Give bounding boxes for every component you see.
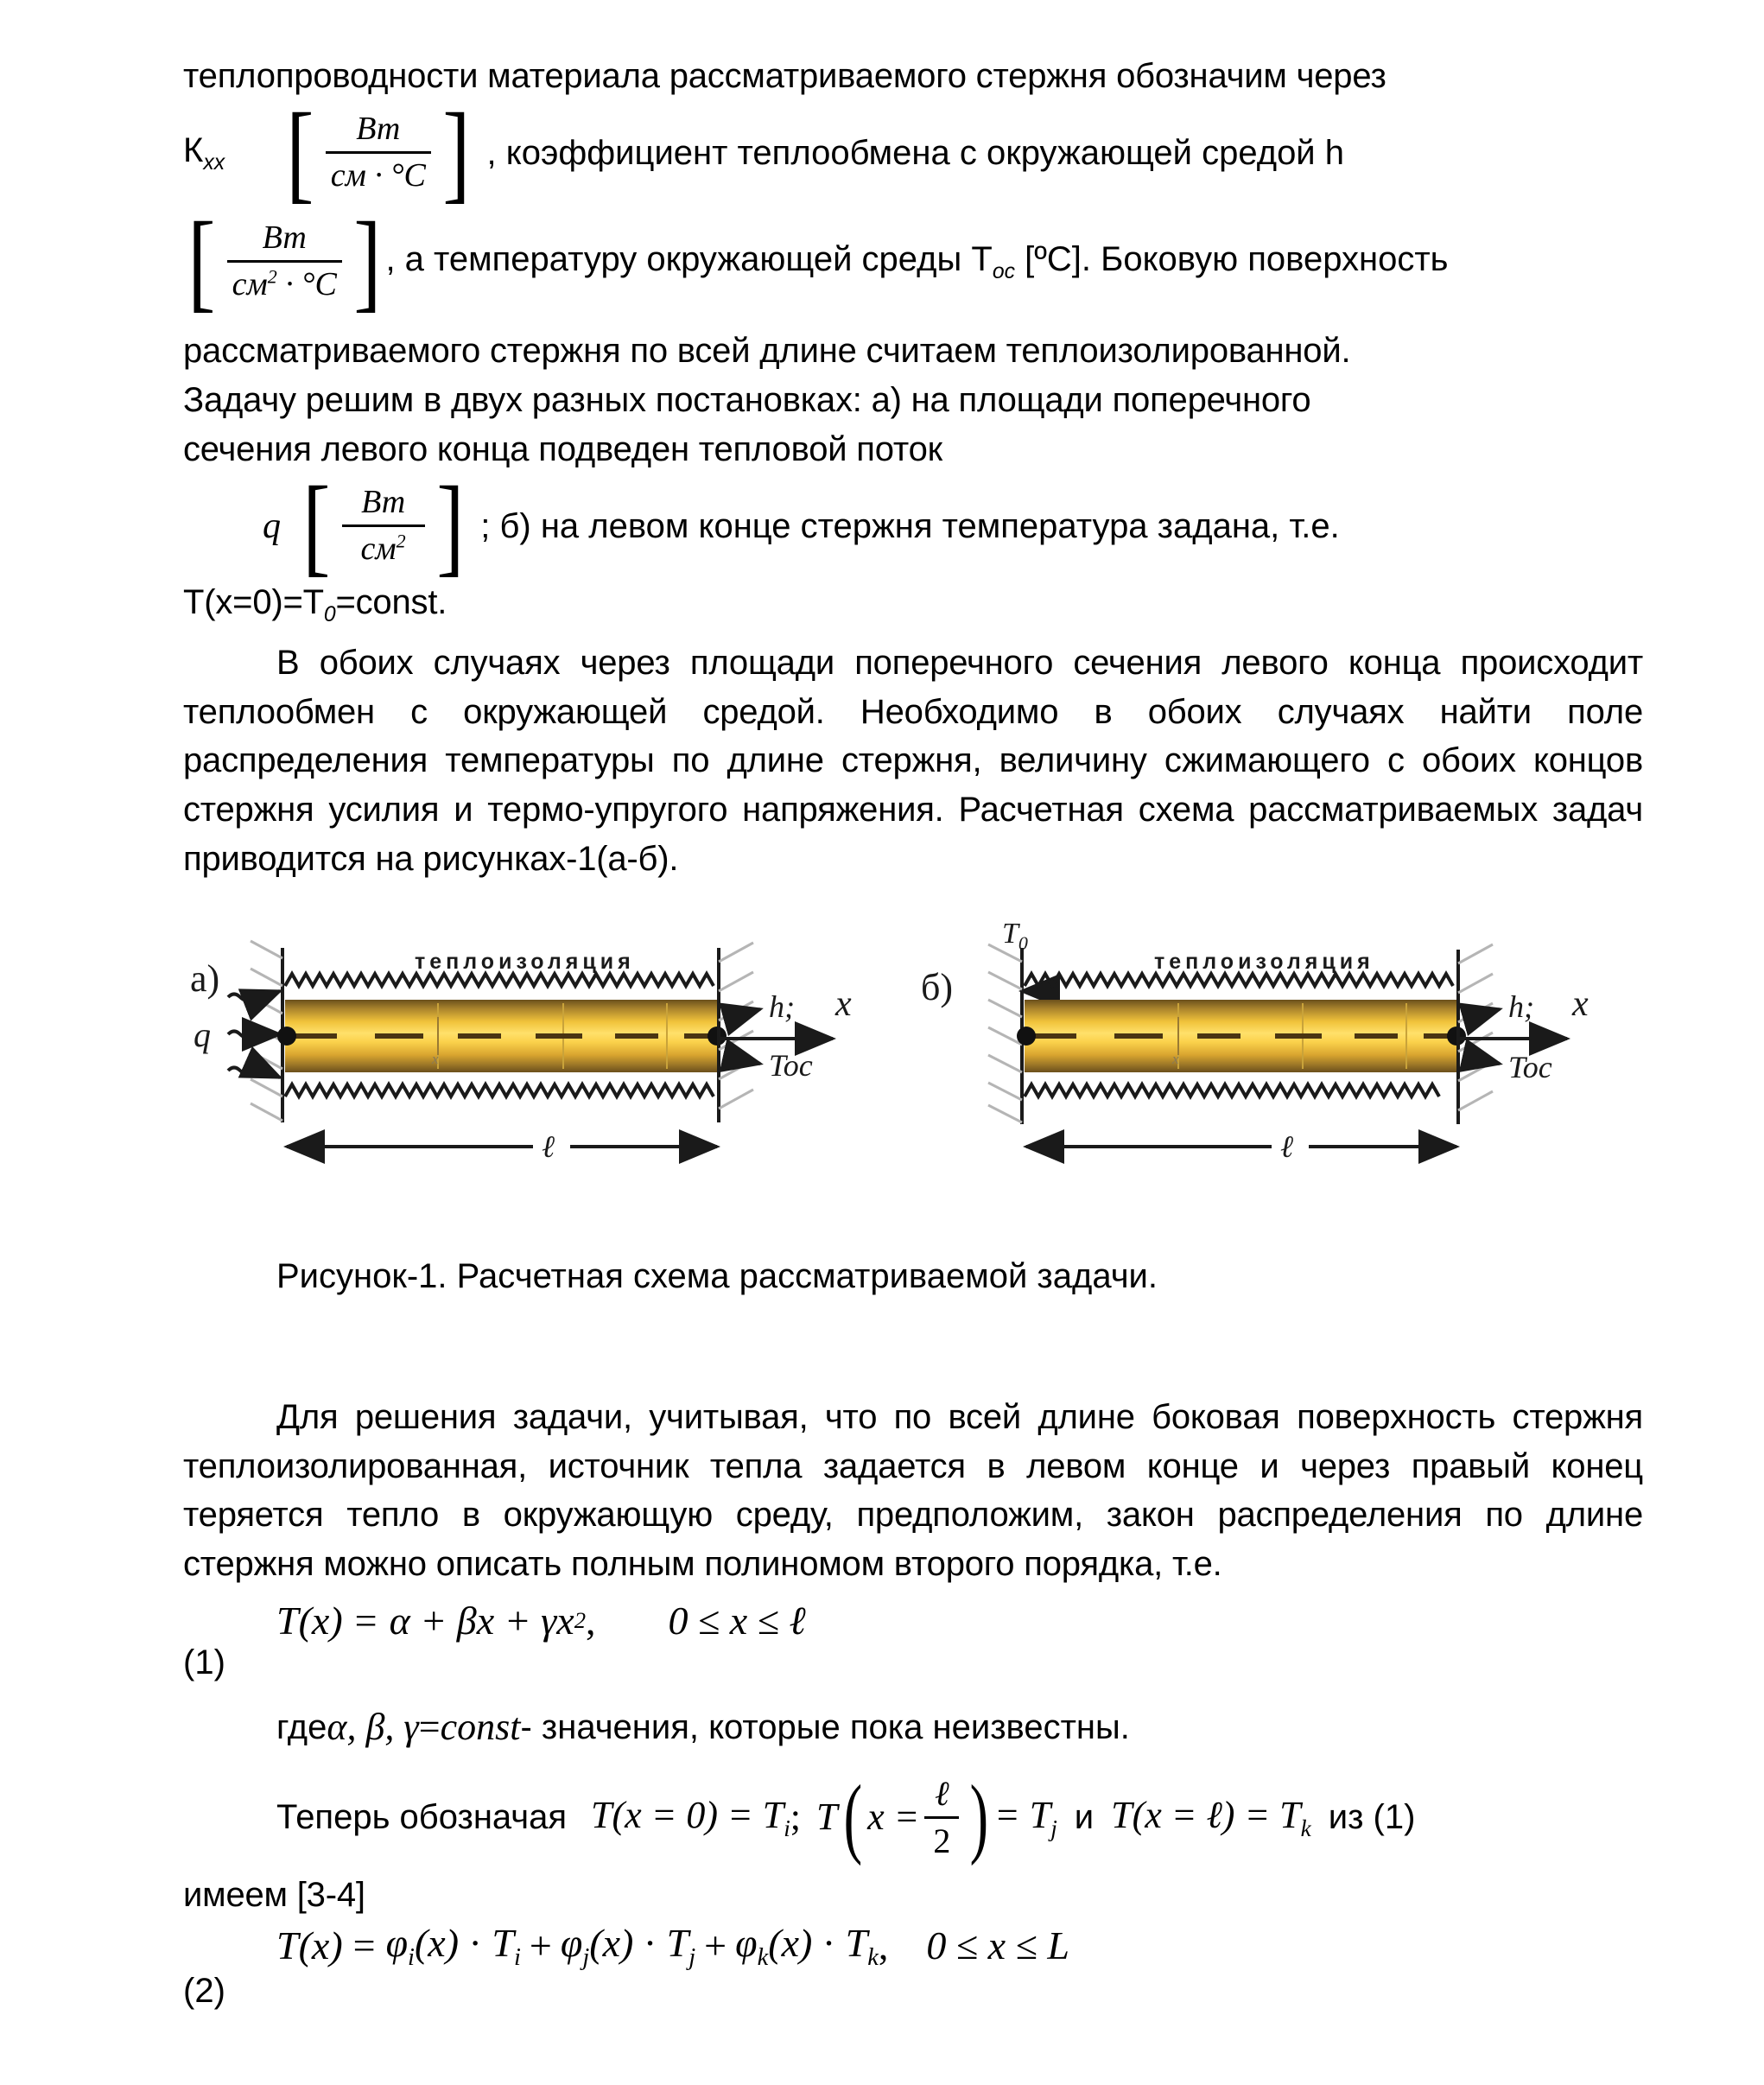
kxx-subscript: xx xyxy=(203,150,225,175)
kxx-trailing-text-run: , коэффициент теплообмена с окружающей средой h xyxy=(486,133,1345,172)
left-bracket-icon: [ xyxy=(187,199,216,322)
paragraph-line-1: теплопроводности материала рассматриваемого стержня обозначим через xyxy=(183,57,1386,95)
toc-subscript: ос xyxy=(992,259,1016,283)
left-wall-hatch-b xyxy=(988,944,1022,1122)
equation-1-rhs: α + βx + γx xyxy=(389,1599,574,1643)
denote-next-line: имеем [3-4] xyxy=(183,1875,365,1914)
where-prefix: где xyxy=(276,1708,327,1747)
fraction-numerator: Вт xyxy=(262,219,307,256)
figure-label-b: б) xyxy=(921,965,954,1008)
fraction-numerator: Вт xyxy=(356,111,401,148)
q-symbol: q xyxy=(263,505,281,546)
h-label-b: h; xyxy=(1508,988,1534,1024)
kxx-trailing-text xyxy=(487,132,1643,174)
denote-semicolon: ; xyxy=(790,1795,802,1838)
half-length-fraction xyxy=(919,1773,964,1862)
denominator-exponent: 2 xyxy=(396,530,406,552)
where-line xyxy=(183,1705,1736,1751)
paragraph-3: Для решения задачи, учитывая, что по всей длине боковая поверхность стержня теплоизолированная, источник тепла задается в левом конце и через правый конец теряется тепло в окружающую среду, предположим, закон распределения по длине стержня можно описать полным полиномом второго порядка, т.е. xyxy=(183,1397,1643,1584)
left-bracket-icon: [ xyxy=(302,463,331,587)
q-trailing-text-run: ; б) на левом конце стержня температура задана, т.е. xyxy=(480,506,1340,545)
fraction-watt-per-cm2 xyxy=(335,483,432,569)
unit-bracket-2 xyxy=(183,199,385,322)
h-label-a: h; xyxy=(769,988,795,1024)
where-suffix: - значения, которые пока неизвестны. xyxy=(520,1708,1130,1747)
kxx-unit-line xyxy=(183,90,1643,213)
tall-left-paren-icon: ( xyxy=(843,1767,862,1867)
denote-suffix: из (1) xyxy=(1328,1798,1416,1837)
t0-label-b: $T_0$ xyxy=(1002,923,1028,954)
denote-prefix: Теперь обозначая xyxy=(276,1798,568,1837)
insulation-zigzag-bottom-b xyxy=(1025,1084,1439,1097)
document-content xyxy=(183,52,1643,2011)
phi-k-subscript: k xyxy=(757,1943,769,1971)
fraction-denominator: 2 xyxy=(933,1821,951,1860)
paragraph-line-3: Задачу решим в двух разных постановках: а) на площади поперечного xyxy=(183,381,1311,420)
tall-right-paren-icon: ) xyxy=(969,1767,989,1867)
right-bracket-icon: ] xyxy=(442,90,471,213)
right-bracket-icon: ] xyxy=(353,199,382,322)
dot-operator: · xyxy=(643,1920,657,1965)
insulation-zigzag-bottom-a xyxy=(285,1084,714,1097)
toc-label-b: Toc xyxy=(1508,1049,1552,1084)
phi-i-subscript: i xyxy=(408,1943,415,1971)
node-left-a xyxy=(277,1027,296,1046)
denote-expr-1: $T(x = 0) = T_i$ xyxy=(591,1793,790,1841)
denote-expr-2-head: T xyxy=(816,1795,838,1838)
equation-1-comma: , xyxy=(586,1599,596,1643)
denote-expr-2-tail: = $T_j$ xyxy=(994,1793,1057,1841)
q-trailing-text xyxy=(480,505,1643,547)
dot-operator: · xyxy=(822,1920,836,1965)
fraction-bar xyxy=(924,1816,959,1819)
insulation-zigzag-top-a xyxy=(285,974,714,986)
unit-bracket-1 xyxy=(282,90,474,213)
equation-2-comma: , xyxy=(878,1923,889,1968)
equation-1-equals: = xyxy=(354,1599,378,1643)
equation-1 xyxy=(183,1598,1643,1643)
insulation-label-b: теплоизоляция xyxy=(1154,949,1374,974)
where-const: const xyxy=(440,1706,521,1749)
toc-label-a: Toc xyxy=(769,1047,813,1083)
equation-2-range: 0 ≤ x ≤ L xyxy=(926,1923,1069,1968)
node-left-b xyxy=(1017,1027,1036,1046)
fraction-denominator: см · °C xyxy=(330,156,426,194)
denote-expr-3: T(x = ℓ) = $T_k$ xyxy=(1111,1793,1311,1841)
insulation-zigzag-top-b xyxy=(1025,974,1453,986)
paragraph-2: В обоих случаях через площади поперечного сечения левого конца происходит теплообмен с окружающей средой. Необходимо в обоих случаях найти поле распределения температуры по длине стержня, величину сжимающего с обоих концов стержня усилия и термо-упругого напряжения. Расчетная схема рассматриваемых задач приводится на рисунках-1(а-б). xyxy=(183,643,1643,879)
figure-1 xyxy=(183,924,1643,1183)
equation-2-plus-1: + xyxy=(529,1923,552,1968)
x-marker-b: x xyxy=(1172,1050,1179,1067)
t-k-subscript: k xyxy=(867,1943,879,1971)
figure-label-a: a) xyxy=(190,957,220,1000)
equation-2-term-k: $\varphi_k(x) \cdot T_k$ xyxy=(735,1920,879,1971)
right-wall-hatch-a xyxy=(719,943,753,1109)
right-bracket-icon: ] xyxy=(435,463,464,587)
unit-bracket-3 xyxy=(298,463,468,587)
fraction-denominator: $см^2$ xyxy=(360,530,406,567)
figure-caption: Рисунок-1. Расчетная схема рассматриваемой задачи. xyxy=(276,1256,1158,1295)
fraction-watt-per-cm-degc xyxy=(319,110,438,195)
fraction-numerator: ℓ xyxy=(935,1773,949,1813)
q-label-a: q xyxy=(194,1014,211,1054)
kxx-symbol: $К_{xx}$ xyxy=(183,130,225,175)
equation-1-range: 0 ≤ x ≤ ℓ xyxy=(668,1599,806,1643)
fraction-numerator: Вт xyxy=(361,484,406,521)
fraction-watt-per-cm2-degc xyxy=(220,219,349,304)
equation-2-term-i: $\varphi_i(x) \cdot T_i$ xyxy=(385,1920,521,1971)
denote-and: и xyxy=(1074,1798,1095,1837)
denote-expr-1-sub: i xyxy=(784,1815,790,1841)
dot-operator: · xyxy=(468,1920,482,1965)
x-axis-label-a: x xyxy=(835,983,852,1024)
x-axis-label-b: x xyxy=(1572,983,1589,1024)
equation-2-term-j: $\varphi_j(x) \cdot T_j$ xyxy=(560,1920,696,1971)
where-equals: = xyxy=(418,1706,441,1749)
paragraph-line-4: сечения левого конца подведен тепловой поток xyxy=(183,430,942,469)
equation-1-exponent: 2 xyxy=(574,1607,587,1634)
fraction-denominator: $см^2 \cdot ^\circ C$ xyxy=(232,264,337,302)
where-symbols: α, β, γ xyxy=(327,1706,419,1749)
denote-expr-2-sub: j xyxy=(1050,1815,1057,1841)
equation-1-number: (1) xyxy=(183,1643,225,1682)
diagram-b xyxy=(921,924,1589,1164)
denote-line xyxy=(183,1767,1736,1867)
denote-expr-2-inner: x = xyxy=(867,1795,920,1838)
equation-2-equals: = xyxy=(352,1923,376,1968)
q-unit-line xyxy=(183,463,1643,587)
equation-2-number: (2) xyxy=(183,1971,225,2010)
const-condition-line: $T(x=0)=T_0=const$. xyxy=(183,582,447,626)
h-unit-line xyxy=(183,199,1643,322)
denominator-exponent: 2 xyxy=(267,264,277,287)
phi-j-subscript: j xyxy=(582,1943,590,1971)
equation-2 xyxy=(183,1920,1643,1972)
diagram-a xyxy=(190,941,852,1164)
length-label-b: ℓ xyxy=(1280,1128,1293,1164)
t0-subscript: 0 xyxy=(323,602,336,626)
right-wall-hatch-b xyxy=(1458,944,1493,1110)
equation-2-plus-2: + xyxy=(704,1923,727,1968)
t-j-subscript: j xyxy=(688,1943,696,1971)
equation-1-lhs: T(x) xyxy=(276,1599,343,1643)
left-bracket-icon: [ xyxy=(286,90,314,213)
x-marker-a: x xyxy=(432,1050,439,1067)
length-label-a: ℓ xyxy=(542,1128,555,1164)
paragraph-line-2: рассматриваемого стержня по всей длине считаем теплоизолированной. xyxy=(183,332,1351,371)
toc-text-run: , а температуру окружающей среды $Т_{ос}$ [ºС]. Боковую поверхность xyxy=(385,239,1449,283)
insulation-label-a: теплоизоляция xyxy=(415,949,635,974)
equation-2-lhs: T(x) xyxy=(276,1923,343,1968)
denote-expr-3-sub: k xyxy=(1300,1815,1311,1841)
t-i-subscript: i xyxy=(513,1943,521,1971)
